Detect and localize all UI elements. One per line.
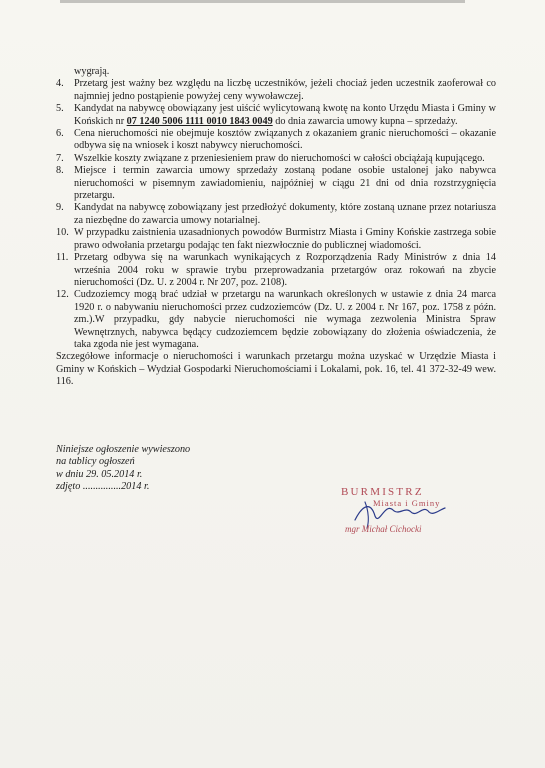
- scan-edge: [60, 0, 465, 3]
- document-body: [56, 66, 496, 389]
- list-item: 10. W przypadku zaistnienia uzasadnionych powodów Burmistrz Miasta i Gminy Końskie zastrzega sobie prawo odwołania przetargu podając ten fakt niezwłocznie do publicznej wiadomości.: [56, 227, 496, 251]
- list-item: 5. Kandydat na nabywcę obowiązany jest uiścić wylicytowaną kwotę na konto Urzędu Miasta i Gminy w Końskich nr 07 1240 5006 1111 0010 1843 0049 do dnia zawarcia umowy kupna – sprzedaży.: [56, 103, 496, 127]
- bank-account-number: 07 1240 5006 1111 0010 1843 0049: [126, 115, 273, 127]
- list-item: 12. Cudzoziemcy mogą brać udział w przetargu na warunkach określonych w ustawie z dnia 24 marca 1920 r. o nabywaniu nieruchomości przez cudzoziemców (Dz. U. z 2004 r. Nr 167, poz. 1758 z późn. zm.).W przypadku, gdy nabycie nieruchomości nie wymaga zezwolenia Ministra Spraw Wewnętrznych, nabywca będący cudzoziemcem będzie zobowiązany do złożenia oświadczenia, że taka zgoda nie jest wymagana.: [56, 289, 496, 350]
- list-item: 11. Przetarg odbywa się na warunkach wynikających z Rozporządzenia Rady Ministrów z dnia 14 września 2004 roku w sprawie trybu przeprowadzania przetargów oraz rokowań na zbycie nieruchomości (Dz. U. z 2004 r. Nr 207, poz. 2108).: [56, 252, 496, 288]
- contact-info: Szczegółowe informacje o nieruchomości i warunkach przetargu można uzyskać w Urzędzie Miasta i Gminy w Końskich – Wydział Gospodarki Nieruchomościami i Lokalami, pok. 16, tel. 41 372-32-49 wew. 116.: [56, 351, 496, 388]
- notice-line: na tablicy ogłoszeń: [56, 456, 135, 468]
- stamp-title: BURMISTRZ: [341, 486, 424, 498]
- conditions-list: [56, 78, 496, 351]
- signatory-name: mgr Michał Cichocki: [345, 524, 422, 534]
- notice-removed-date: zdjęto ...............2014 r.: [56, 481, 150, 493]
- list-item: 8. Miejsce i termin zawarcia umowy sprzedaży zostaną podane osobie ustalonej jako nabywca nieruchomości w pisemnym zawiadomieniu, najpóźniej w ciągu 21 dni od dnia rozstrzygnięcia przetargu.: [56, 165, 496, 202]
- list-item: 4. Przetarg jest ważny bez względu na liczbę uczestników, jeżeli chociaż jeden uczestnik zaoferował co najmniej jedno postąpienie powyżej ceny wywoławczej.: [56, 78, 496, 102]
- list-item: 7. Wszelkie koszty związane z przeniesieniem praw do nieruchomości w całości obciążają kupującego.: [56, 152, 485, 164]
- stamp-subtitle: Miasta i Gminy: [373, 498, 441, 508]
- posting-notice: [56, 444, 190, 494]
- list-item: 9. Kandydat na nabywcę zobowiązany jest przedłożyć dokumenty, które zostaną uznane przez notariusza za niezbędne do zawarcia umowy notarialnej.: [56, 202, 496, 226]
- continuation-text: wygrają.: [74, 66, 110, 77]
- list-item: 6. Cena nieruchomości nie obejmuje kosztów związanych z okazaniem granic nieruchomości – okazanie odbywa się na wniosek i koszt nabywcy nieruchomości.: [56, 128, 496, 152]
- mayor-stamp: [335, 482, 475, 538]
- notice-posted-date: w dniu 29. 05.2014 r.: [56, 468, 143, 480]
- notice-line: Niniejsze ogłoszenie wywieszono: [56, 444, 191, 455]
